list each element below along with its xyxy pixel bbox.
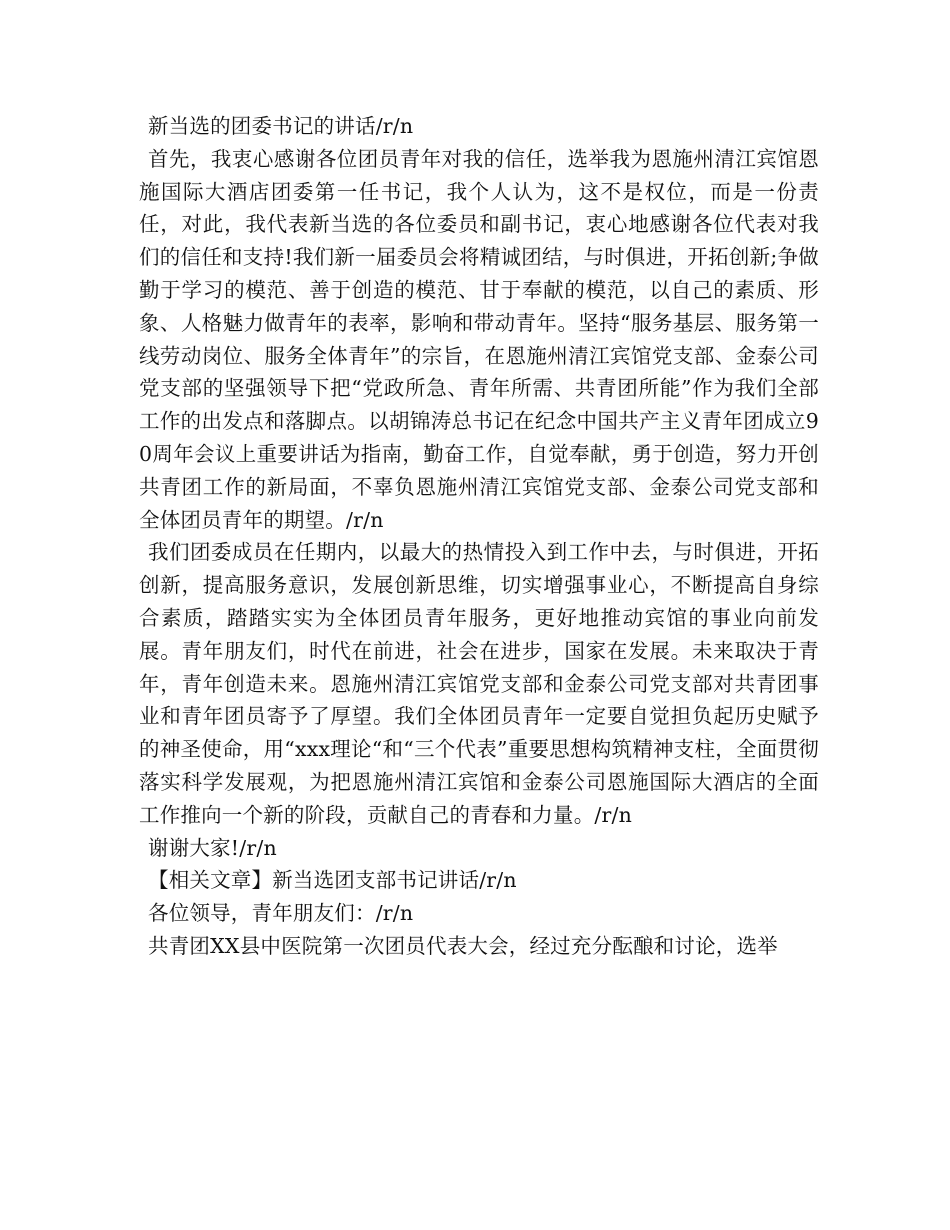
paragraph-continued: 共青团XX县中医院第一次团员代表大会，经过充分酝酿和讨论，选举	[148, 933, 778, 958]
paragraph-salutation: 各位领导，青年朋友们：/r/n	[148, 901, 414, 926]
document-body	[139, 110, 819, 963]
paragraph-title: 新当选的团委书记的讲话/r/n	[148, 114, 414, 138]
paragraph-thanks: 谢谢大家!/r/n	[148, 835, 277, 860]
paragraph-speech-2: 我们团委成员在任期内，以最大的热情投入到工作中去，与时俱进，开拓创新，提高服务意识，发展创新思维，切实增强事业心，不断提高自身综合素质，踏踏实实为全体团员青年服务，更好地推动宾馆的事业向前发展。青年朋友们，时代在前进，社会在进步，国家在发展。未来取决于青年，青年创造未来。恩施州清江宾馆党支部和金泰公司党支部对共青团事业和青年团员寄予了厚望。我们全体团员青年一定要自觉担负起历史赋予的神圣使命，用“xxx理论“和“三个代表”重要思想构筑精神支柱，全面贯彻落实科学发展观，为把恩施州清江宾馆和金泰公司恩施国际大酒店的全面工作推向一个新的阶段，贡献自己的青春和力量。/r/n	[139, 540, 819, 827]
paragraph-speech-1: 首先，我衷心感谢各位团员青年对我的信任，选举我为恩施州清江宾馆恩施国际大酒店团委第一任书记，我个人认为，这不是权位，而是一份责任，对此，我代表新当选的各位委员和副书记，衷心地感谢各位代表对我们的信任和支持!我们新一届委员会将精诚团结，与时俱进，开拓创新;争做勤于学习的模范、善于创造的模范、甘于奉献的模范，以自己的素质、形象、人格魅力做青年的表率，影响和带动青年。坚持“服务基层、服务第一线劳动岗位、服务全体青年”的宗旨，在恩施州清江宾馆党支部、金泰公司党支部的坚强领导下把“党政所急、青年所需、共青团所能”作为我们全部工作的出发点和落脚点。以胡锦涛总书记在纪念中国共产主义青年团成立90周年会议上重要讲话为指南，勤奋工作，自觉奉献，勇于创造，努力开创共青团工作的新局面，不辜负恩施州清江宾馆党支部、金泰公司党支部和全体团员青年的期望。/r/n	[139, 146, 819, 532]
paragraph-related-article: 【相关文章】新当选团支部书记讲话/r/n	[148, 868, 517, 893]
